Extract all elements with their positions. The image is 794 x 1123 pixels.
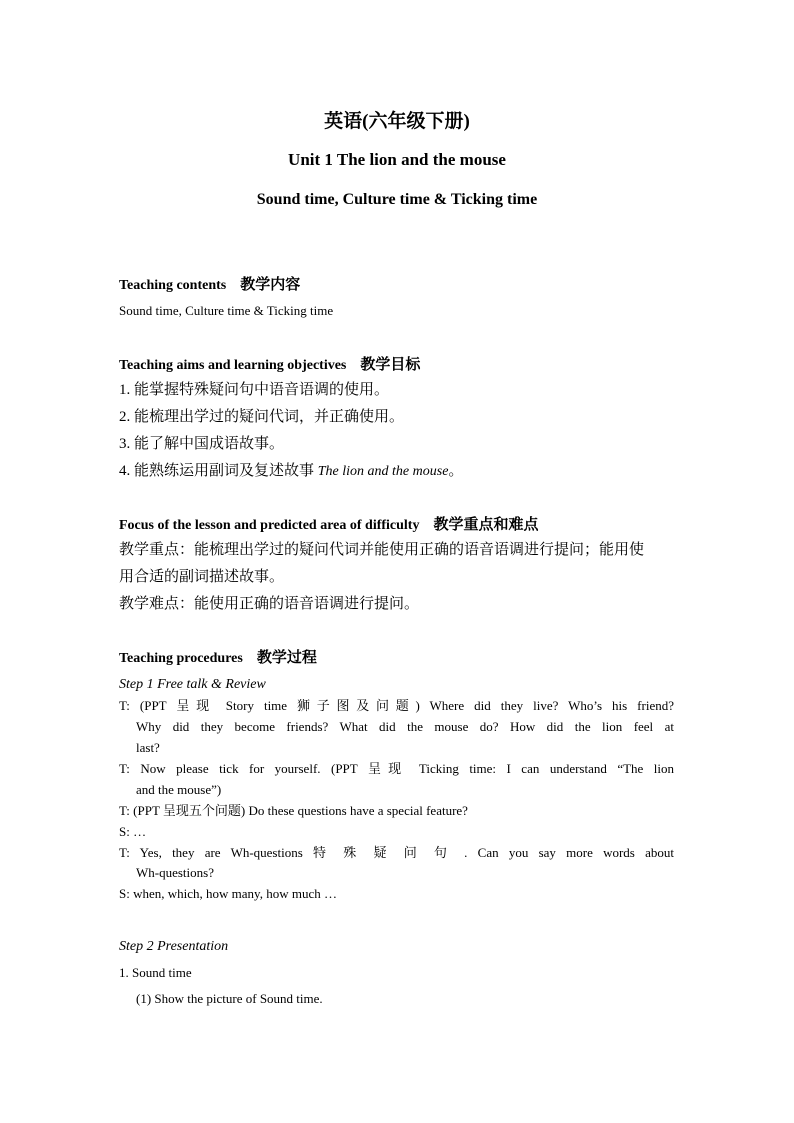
contents-text: Sound time, Culture time & Ticking time bbox=[119, 303, 334, 318]
aim-item-2: 2. 能梳理出学过的疑问代词，并正确使用。 bbox=[119, 409, 405, 425]
dialogue-line: last? bbox=[136, 740, 160, 755]
heading-cn: 教学过程 bbox=[256, 650, 317, 666]
heading-cn: 教学目标 bbox=[360, 357, 421, 373]
aim-item-4 bbox=[119, 461, 463, 482]
focus-key-line-2: 用合适的副词描述故事。 bbox=[119, 569, 285, 585]
heading-cn: 教学重点和难点 bbox=[433, 517, 539, 533]
dialogue-line: and the mouse”) bbox=[136, 782, 222, 797]
heading-en: Teaching procedures bbox=[119, 651, 243, 666]
step2-item-1: 1. Sound time bbox=[119, 965, 192, 980]
step2-title: Step 2 Presentation bbox=[119, 939, 229, 954]
dialogue-line: S: … bbox=[119, 824, 147, 839]
aim-item-3: 3. 能了解中国成语故事。 bbox=[119, 436, 285, 452]
unit-title: Unit 1 The lion and the mouse bbox=[288, 150, 506, 169]
heading-en: Focus of the lesson and predicted area of difficulty bbox=[119, 518, 420, 533]
dialogue-line: Why did they become friends? What did the mouse do? How did the lion feel at bbox=[136, 719, 674, 734]
section-heading-contents bbox=[119, 275, 300, 296]
aim-item-1: 1. 能掌握特殊疑问句中语音语调的使用。 bbox=[119, 382, 390, 398]
aim-item-4-end: 。 bbox=[448, 463, 464, 479]
document-title: 英语(六年级下册) bbox=[324, 111, 470, 132]
dialogue-line: T: (PPT 呈现五个问题) Do these questions have a special feature? bbox=[119, 803, 468, 818]
step1-title: Step 1 Free talk & Review bbox=[119, 677, 266, 692]
section-heading-focus bbox=[119, 515, 539, 536]
focus-key-line-1: 教学重点：能梳理出学过的疑问代词并能使用正确的语音语调进行提问；能用使 bbox=[119, 542, 645, 558]
dialogue-line: Wh-questions? bbox=[136, 865, 214, 880]
focus-difficulty: 教学难点：能使用正确的语音语调进行提问。 bbox=[119, 596, 420, 612]
heading-cn: 教学内容 bbox=[240, 277, 301, 293]
story-title: The lion and the mouse bbox=[317, 464, 449, 479]
section-heading-aims bbox=[119, 355, 420, 376]
dialogue-line: T: (PPT 呈现 Story time 狮子图及问题) Where did they live? Who’s his friend? bbox=[119, 698, 674, 713]
dialogue-line: T: Now please tick for yourself. (PPT 呈现 Ticking time: I can understand “The lion bbox=[119, 761, 674, 776]
dialogue-line: T: Yes, they are Wh-questions 特 殊 疑 问 句 . Can you say more words about bbox=[119, 845, 674, 860]
heading-en: Teaching contents bbox=[119, 278, 227, 293]
lesson-subtitle: Sound time, Culture time & Ticking time bbox=[256, 191, 538, 208]
heading-en: Teaching aims and learning objectives bbox=[119, 358, 347, 373]
section-heading-procedures bbox=[119, 648, 317, 669]
step2-item-1-sub: (1) Show the picture of Sound time. bbox=[136, 991, 323, 1006]
dialogue-line: S: when, which, how many, how much … bbox=[119, 886, 337, 901]
aim-item-4-text: 4. 能熟练运用副词及复述故事 bbox=[119, 463, 315, 479]
